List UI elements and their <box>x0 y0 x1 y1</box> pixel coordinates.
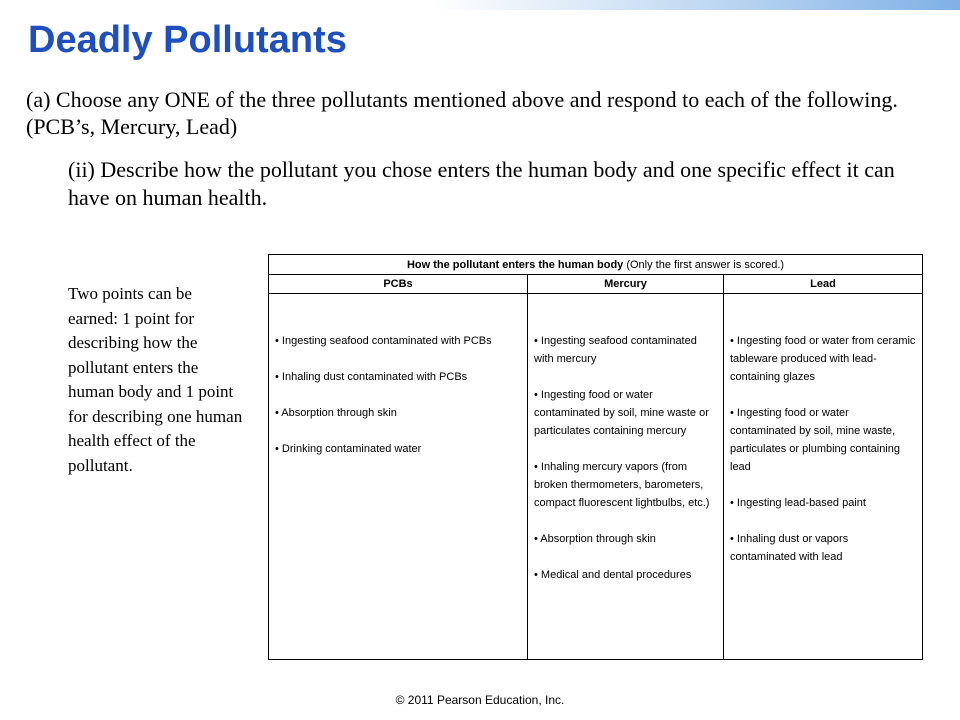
column-header-pcbs: PCBs <box>269 275 528 294</box>
lead-item: • Ingesting food or water contaminated by soil, mine waste, particulates or plumbing containing lead <box>730 407 900 473</box>
mercury-item: • Absorption through skin <box>534 533 656 545</box>
mercury-item: • Ingesting seafood contaminated with mercury <box>534 335 697 365</box>
pcbs-item: • Inhaling dust contaminated with PCBs <box>275 371 468 383</box>
pcbs-item: • Drinking contaminated water <box>275 443 422 455</box>
scoring-note: Two points can be earned: 1 point for describing how the pollutant enters the human body and 1 point for describing one human health effect of the pollutant. <box>68 284 243 475</box>
lead-item: • Ingesting food or water from ceramic tableware produced with lead-containing glazes <box>730 335 916 383</box>
question-ii: (ii) Describe how the pollutant you chose enters the human body and one specific effect it can have on human health. <box>68 157 895 210</box>
top-gradient-band <box>0 0 960 10</box>
table-caption-row <box>269 255 923 275</box>
scoring-table <box>268 254 923 660</box>
pcbs-item: • Absorption through skin <box>275 407 397 419</box>
column-header-lead: Lead <box>724 275 923 294</box>
lead-item: • Inhaling dust or vapors contaminated with lead <box>730 533 849 563</box>
table-caption-note: (Only the first answer is scored.) <box>623 258 785 271</box>
table-body-row <box>269 294 923 660</box>
mercury-cell <box>528 294 724 660</box>
pcbs-cell <box>269 294 528 660</box>
mercury-item: • Medical and dental procedures <box>534 569 692 581</box>
question-a: (a) Choose any ONE of the three pollutants mentioned above and respond to each of the following. (PCB’s, Mercury, Lead) <box>26 87 898 139</box>
pcbs-item: • Ingesting seafood contaminated with PCBs <box>275 335 492 347</box>
copyright-footer: © 2011 Pearson Education, Inc. <box>395 693 565 707</box>
table-caption <box>269 255 923 275</box>
table-caption-bold: How the pollutant enters the human body <box>406 258 624 271</box>
column-header-mercury: Mercury <box>528 275 724 294</box>
mercury-item: • Ingesting food or water contaminated by soil, mine waste or particulates containing mercury <box>534 389 709 437</box>
lead-item: • Ingesting lead-based paint <box>730 497 866 509</box>
slide-title: Deadly Pollutants <box>28 19 347 61</box>
lead-cell <box>724 294 923 660</box>
table-header-row <box>269 275 923 294</box>
mercury-item: • Inhaling mercury vapors (from broken thermometers, barometers, compact fluorescent lightbulbs, etc.) <box>534 461 710 509</box>
